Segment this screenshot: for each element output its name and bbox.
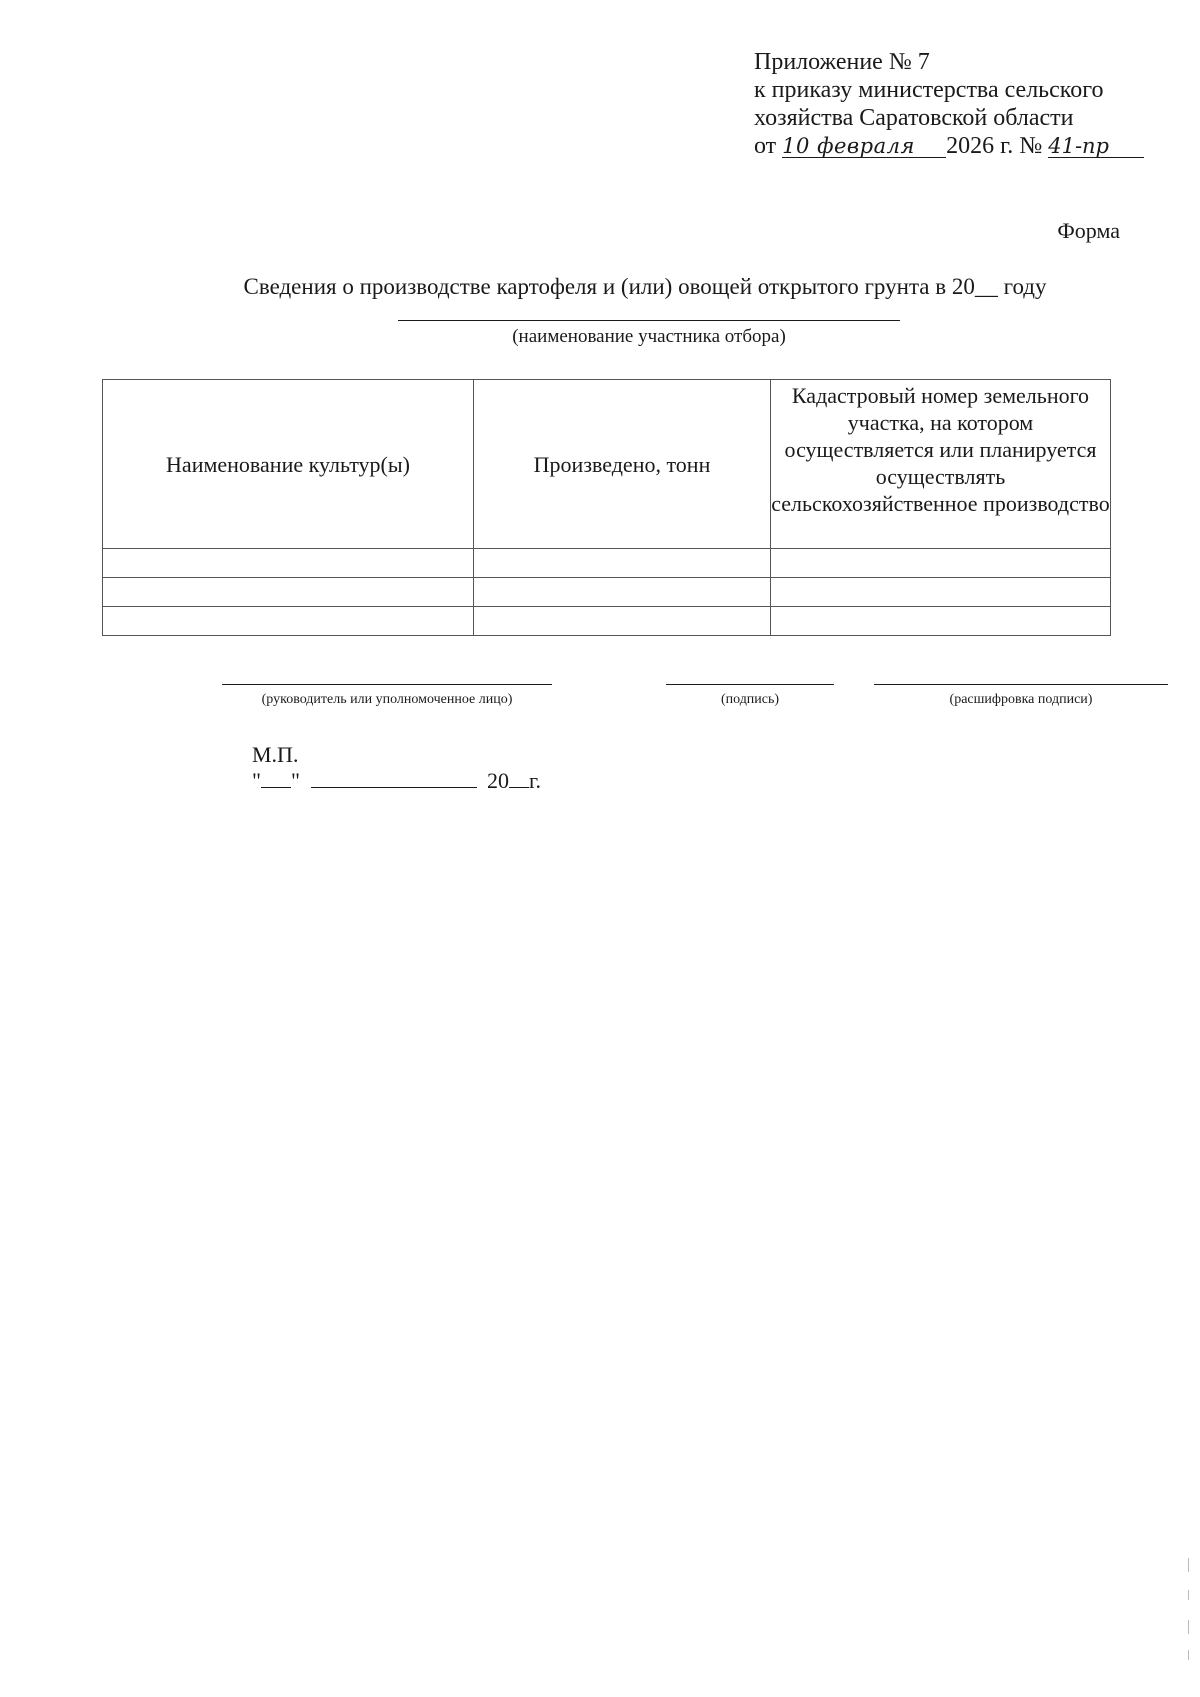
document-title: Сведения о производстве картофеля и (или) овощей открытого грунта в 20__ году xyxy=(243,274,1047,299)
table-cell[interactable] xyxy=(103,607,474,636)
decode-caption: (расшифровка подписи) xyxy=(949,692,1093,707)
attachment-header xyxy=(754,48,1174,160)
head-caption: (руководитель или уполномоченное лицо) xyxy=(261,692,513,707)
head-signature-line[interactable] xyxy=(222,684,552,685)
crop-production-table xyxy=(102,379,1111,636)
number-prefix: № xyxy=(1019,133,1043,159)
date-year-prefix: 20 xyxy=(486,768,509,793)
table-cell[interactable] xyxy=(474,607,771,636)
participant-name-caption: (наименование участника отбора) xyxy=(512,326,786,347)
date-close-quote: " xyxy=(290,768,300,793)
column-header-produced-tons: Произведено, тонн xyxy=(474,380,771,549)
table-cell[interactable] xyxy=(474,549,771,578)
table-cell[interactable] xyxy=(771,578,1111,607)
table-header-row xyxy=(103,380,1111,549)
scan-artifact xyxy=(1188,1590,1189,1600)
table-row xyxy=(103,607,1111,636)
participant-name-field[interactable] xyxy=(398,320,900,321)
date-month-field[interactable] xyxy=(311,769,477,788)
table-cell[interactable] xyxy=(103,549,474,578)
scan-artifact xyxy=(1188,1650,1189,1660)
stamp-place-label: М.П. xyxy=(252,742,299,767)
order-date-line xyxy=(754,132,1174,160)
date-prefix: от xyxy=(754,133,777,159)
date-day-field[interactable] xyxy=(261,769,291,788)
handwritten-date: 10 февраля xyxy=(782,135,946,158)
handwritten-order-number: 41-пр xyxy=(1048,135,1144,158)
signature-date-line xyxy=(252,768,541,794)
signature-caption: (подпись) xyxy=(720,692,780,707)
date-year-field[interactable] xyxy=(509,769,529,788)
order-issuer-line: хозяйства Саратовской области xyxy=(754,105,1074,131)
table-cell[interactable] xyxy=(771,549,1111,578)
table-row xyxy=(103,578,1111,607)
column-header-crop-name: Наименование культур(ы) xyxy=(103,380,474,549)
order-reference-line: к приказу министерства сельского xyxy=(754,77,1104,103)
scan-artifact xyxy=(1188,1558,1189,1572)
scan-artifact xyxy=(1188,1620,1189,1634)
signature-line[interactable] xyxy=(666,684,834,685)
date-year-suffix: г. xyxy=(528,768,542,793)
table-cell[interactable] xyxy=(474,578,771,607)
decode-signature-line[interactable] xyxy=(874,684,1168,685)
table-row xyxy=(103,549,1111,578)
column-header-cadastral-number: Кадастровый номер земельного участка, на котором осуществляется или планируется осуществлять сельскохозяйственное производство xyxy=(771,380,1111,549)
attachment-number: Приложение № 7 xyxy=(754,49,930,75)
form-label: Форма xyxy=(1057,218,1120,243)
table-cell[interactable] xyxy=(771,607,1111,636)
date-open-quote: " xyxy=(252,768,261,793)
table-cell[interactable] xyxy=(103,578,474,607)
order-year: 2026 г. xyxy=(946,133,1014,159)
document-title-wrap xyxy=(0,274,1200,300)
